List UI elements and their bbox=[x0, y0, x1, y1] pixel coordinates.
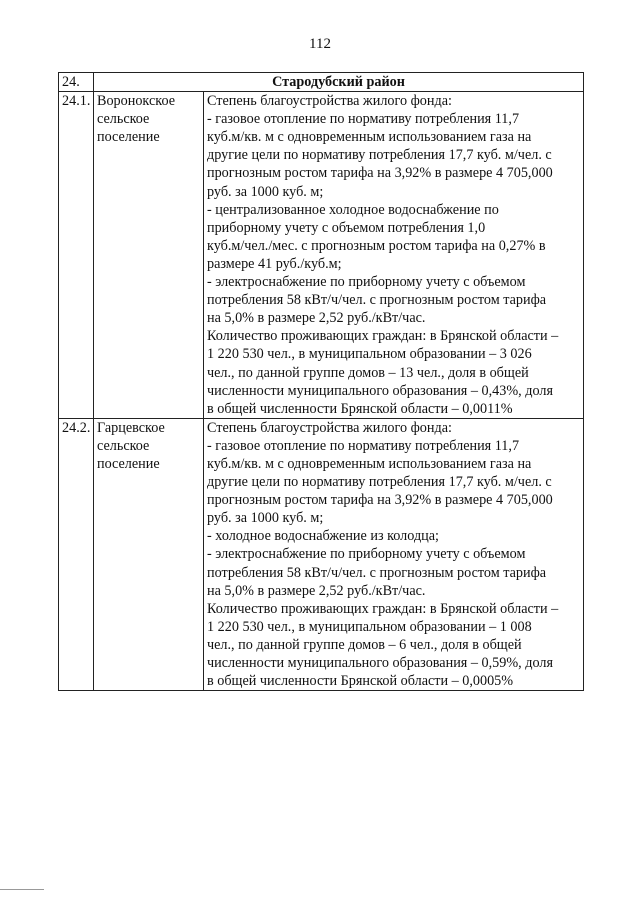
description-line: куб.м/кв. м с одновременным использованием газа на bbox=[207, 455, 532, 472]
settlement-name-line: поселение bbox=[97, 129, 160, 146]
description-line: - электроснабжение по приборному учету с объемом bbox=[207, 274, 526, 291]
description-line: в общей численности Брянской области – 0,0011% bbox=[207, 400, 513, 417]
description-line: на 5,0% в размере 2,52 руб./кВт/час. bbox=[207, 582, 426, 599]
settlement-name-line: Воронокское bbox=[97, 93, 176, 110]
description-line: в общей численности Брянской области – 0,0005% bbox=[207, 673, 514, 690]
description-line: - газовое отопление по нормативу потребления 11,7 bbox=[207, 111, 520, 128]
description-line: численности муниципального образования – 0,59%, доля bbox=[207, 655, 553, 671]
description-line: Количество проживающих граждан: в Брянской области – bbox=[207, 328, 559, 345]
settlement-name bbox=[94, 92, 204, 419]
page-number: 112 bbox=[309, 36, 331, 52]
row-number: 24.1. bbox=[59, 92, 94, 419]
description-line: 1 220 530 чел., в муниципальном образовании – 1 008 bbox=[207, 618, 532, 635]
description-line: руб. за 1000 куб. м; bbox=[207, 183, 324, 200]
description-line: Степень благоустройства жилого фонда: bbox=[207, 93, 452, 110]
description-line: - газовое отопление по нормативу потребления 11,7 bbox=[207, 437, 520, 454]
settlement-name-line: поселение bbox=[97, 455, 160, 472]
description-line: размере 41 руб./куб.м; bbox=[207, 255, 342, 272]
description-line: потребления 58 кВт/ч/чел. с прогнозным ростом тарифа bbox=[207, 292, 547, 309]
description-line: другие цели по нормативу потребления 17,7 куб. м/чел. с bbox=[207, 474, 552, 491]
settlement-name-line: сельское bbox=[97, 111, 150, 128]
footer-line bbox=[0, 889, 44, 890]
row-number: 24.2. bbox=[59, 418, 94, 690]
description-line: численности муниципального образования – 0,43%, доля bbox=[207, 382, 553, 399]
description-line: - централизованное холодное водоснабжение по bbox=[207, 201, 499, 218]
table-row bbox=[59, 92, 584, 419]
description-line: Степень благоустройства жилого фонда: bbox=[207, 419, 452, 436]
description-line: руб. за 1000 куб. м; bbox=[207, 510, 324, 527]
description-line: прогнозным ростом тарифа на 3,92% в размере 4 705,000 bbox=[207, 165, 553, 182]
description-line: куб.м/чел./мес. с прогнозным ростом тарифа на 0,27% в bbox=[207, 237, 546, 254]
section-header-row bbox=[59, 73, 584, 92]
settlement-name-line: Гарцевское bbox=[97, 419, 165, 436]
description-line: 1 220 530 чел., в муниципальном образовании – 3 026 bbox=[207, 346, 532, 363]
description-line: приборному учету с объемом потребления 1,0 bbox=[207, 219, 486, 236]
description-line: прогнозным ростом тарифа на 3,92% в размере 4 705,000 bbox=[207, 492, 553, 509]
description-line: на 5,0% в размере 2,52 руб./кВт/час. bbox=[207, 310, 426, 327]
description-line: другие цели по нормативу потребления 17,7 куб. м/чел. с bbox=[207, 147, 552, 164]
description-line: - электроснабжение по приборному учету с объемом bbox=[207, 546, 526, 563]
row-description bbox=[204, 92, 584, 419]
description-line: Количество проживающих граждан: в Брянской области – bbox=[207, 600, 559, 617]
section-number: 24. bbox=[59, 73, 94, 92]
description-line: потребления 58 кВт/ч/чел. с прогнозным ростом тарифа bbox=[207, 564, 547, 581]
description-line: чел., по данной группе домов – 13 чел., доля в общей bbox=[207, 364, 529, 381]
description-line: куб.м/кв. м с одновременным использованием газа на bbox=[207, 129, 532, 146]
settlement-name-line: сельское bbox=[97, 437, 150, 454]
data-table bbox=[58, 72, 584, 691]
description-line: - холодное водоснабжение из колодца; bbox=[207, 528, 439, 545]
settlement-name bbox=[94, 418, 204, 690]
description-line: чел., по данной группе домов – 6 чел., доля в общей bbox=[207, 636, 522, 653]
row-description bbox=[204, 418, 584, 690]
section-title: Стародубский район bbox=[94, 73, 584, 92]
table-row bbox=[59, 418, 584, 690]
